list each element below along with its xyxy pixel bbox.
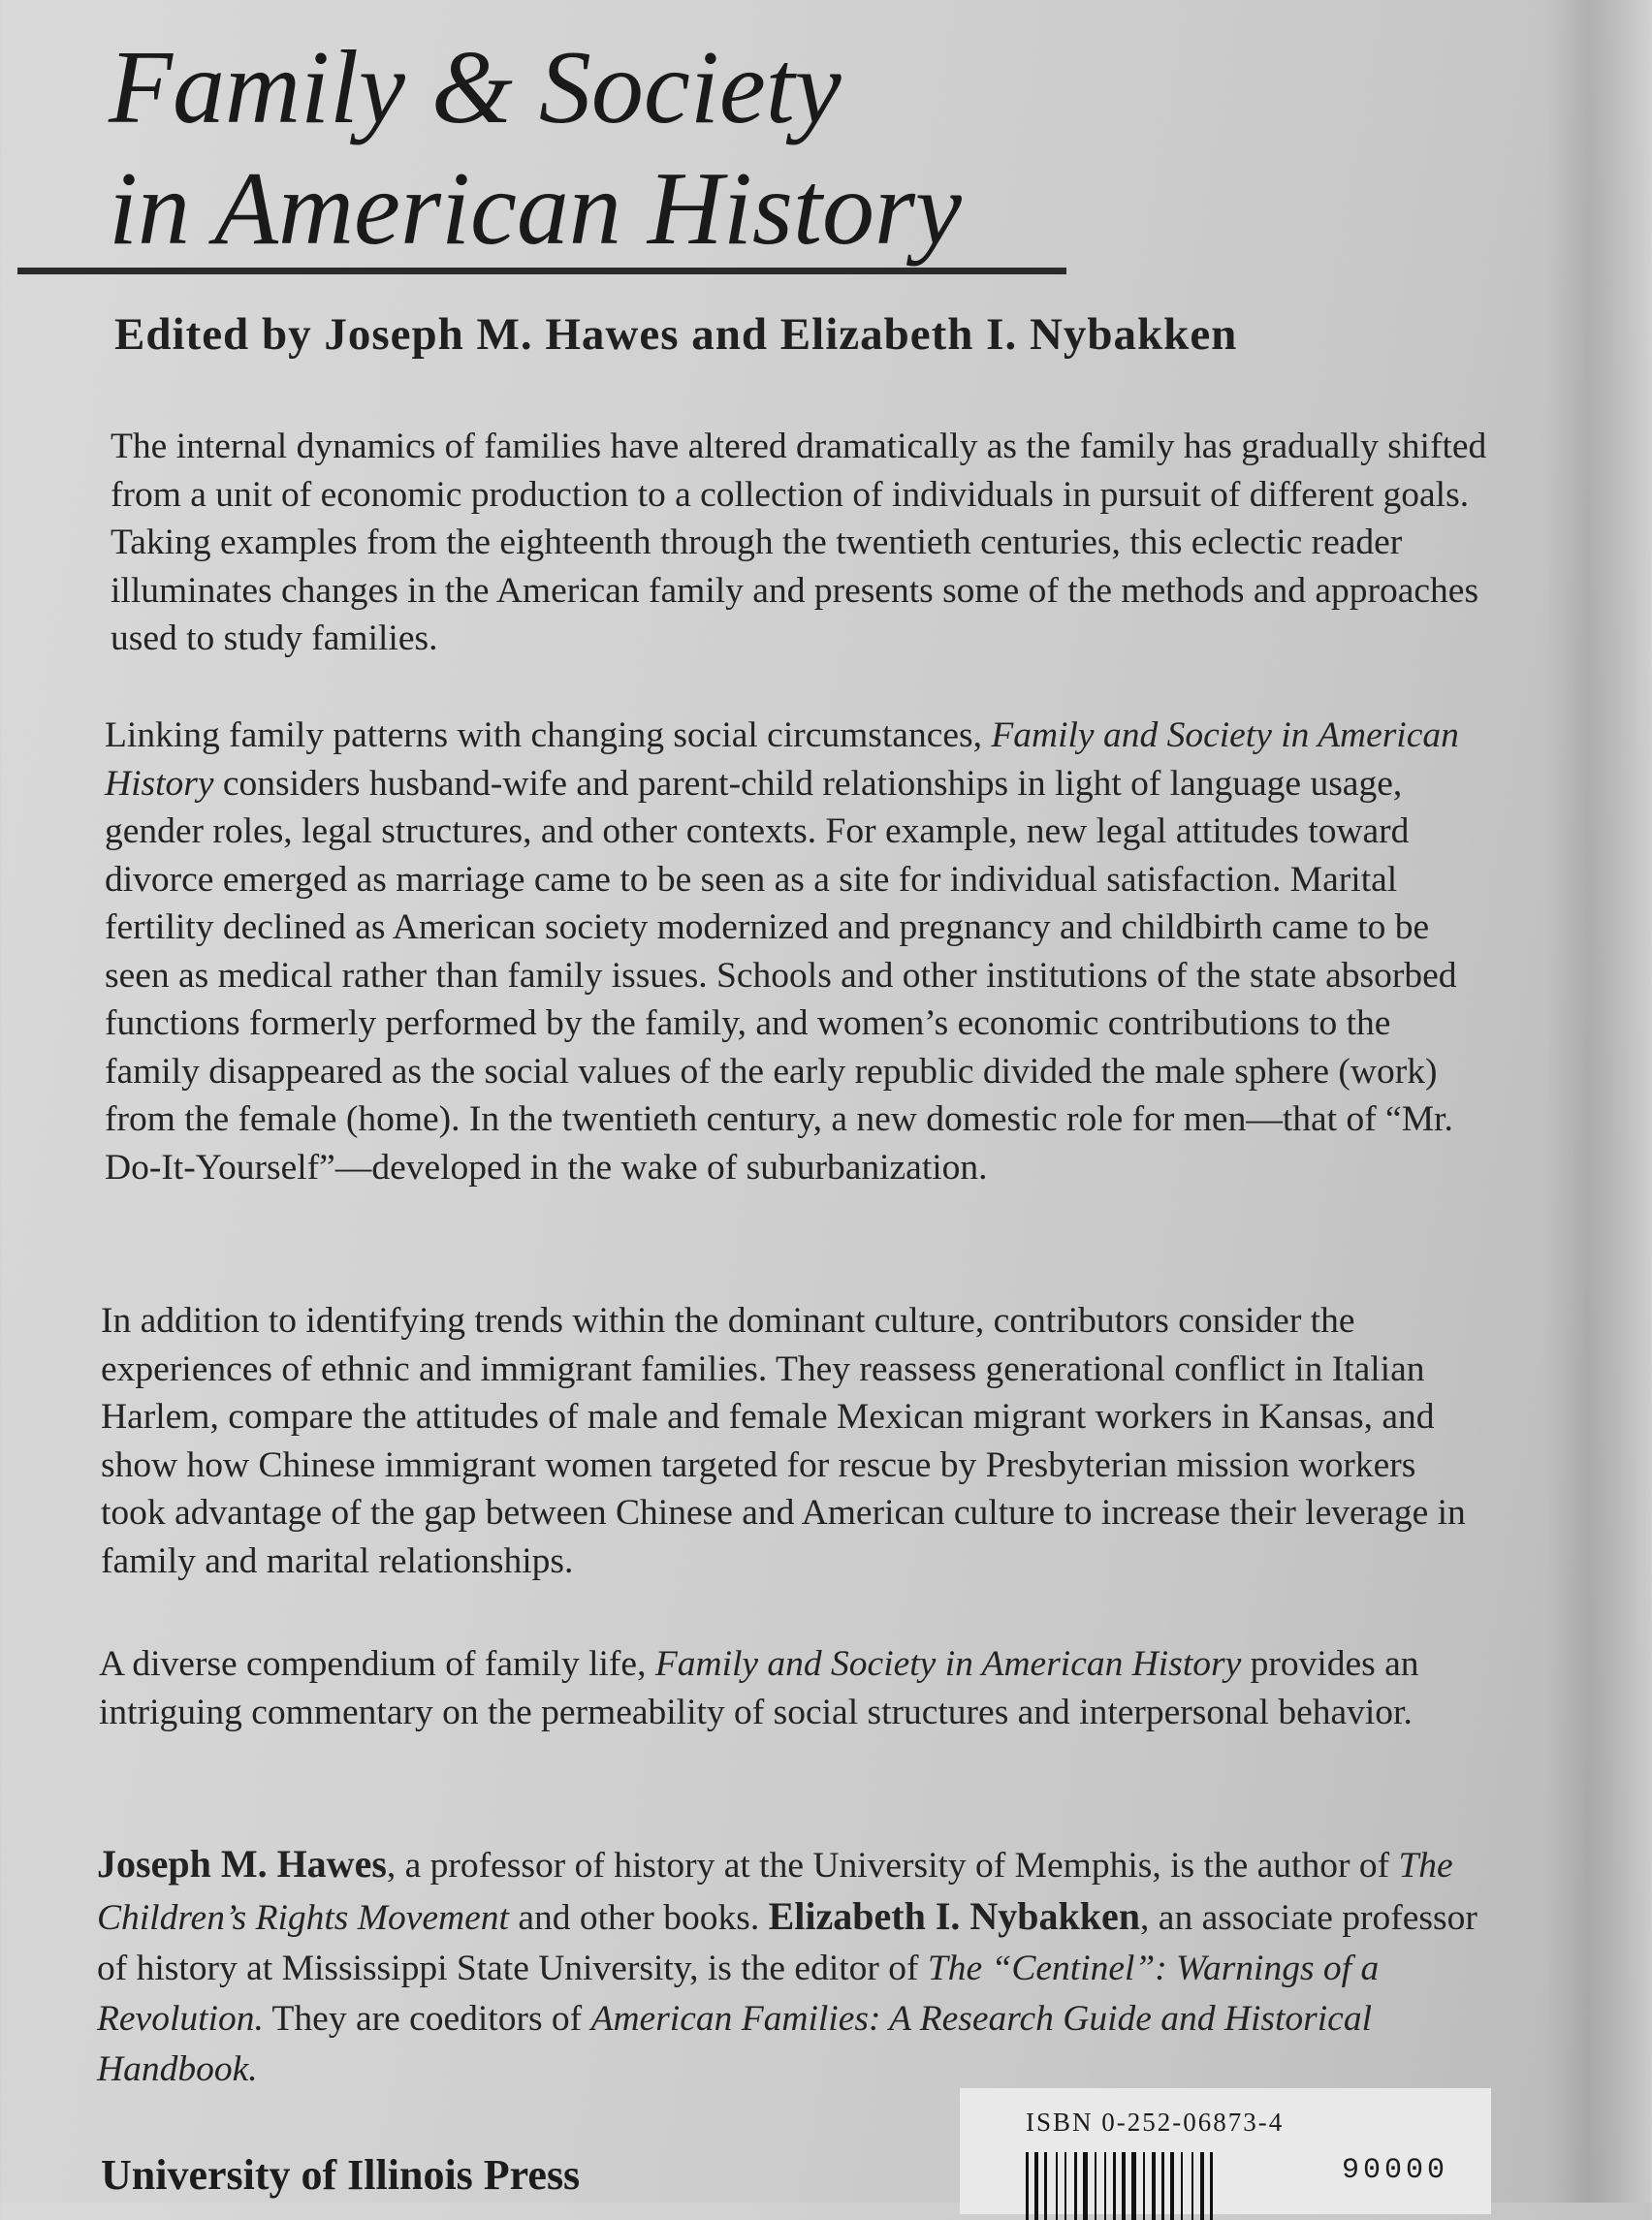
book-title-reference: Family and Society in American History xyxy=(654,1644,1242,1684)
description-paragraph-1: The internal dynamics of families have altered dramatically as the family has gradually shifted from a unit of economic production to a collection of individuals in pursuit of different goals. Taking examples from the eighteenth through the twentieth centuries, this eclectic reader illuminates changes in the American family and presents some of the methods and approaches used to study families. xyxy=(111,427,1487,658)
price-code: 90000 xyxy=(1342,2154,1449,2187)
description-paragraph-3: In addition to identifying trends within the dominant culture, contributors consider the experiences of ethnic and immigrant families. They reassess generational conflict in Italian Harlem, compare the attitudes of male and female Mexican migrant workers in Kansas, and show how Chinese immigrant women targeted for rescue by Presbyterian mission workers took advantage of the gap between Chinese and American culture to increase their leverage in family and marital relationships. xyxy=(101,1301,1466,1581)
editors-line: Edited by Joseph M. Hawes and Elizabeth I. Nybakken xyxy=(114,309,1238,360)
paragraph-4-text-a: A diverse compendium of family life, xyxy=(99,1644,655,1684)
paragraph-2-text-b: considers husband-wife and parent-child relationships in light of language usage, gender roles, legal structures, and other contexts. For example, new legal attitudes toward divorce emerged as marriage came to be seen as a site for individual satisfaction. Marital fertility declined as American society modernized and pregnancy and childbirth came to be seen as medical rather than family issues. Schools and other institutions of the state absorbed functions formerly performed by the family, and women’s economic contributions to the family disappeared as the social values of the early republic divided the male sphere (work) from the female (home). In the twentieth century, a new domestic role for men—that of “Mr. Do-It-Yourself”—developed in the wake of suburbanization. xyxy=(105,763,1457,1188)
bio-text: , a professor of history at the University of Memphis, is the author of xyxy=(386,1846,1399,1886)
editor-name-nybakken: Elizabeth I. Nybakken xyxy=(768,1894,1141,1938)
barcode-panel xyxy=(960,2088,1491,2214)
barcode-icon xyxy=(1026,2152,1317,2220)
paragraph-4-text-b: provides an intriguing commentary on the permeability of social structures and interpersonal behavior. xyxy=(99,1644,1419,1732)
spine-shadow xyxy=(1545,0,1652,2203)
title-rule xyxy=(17,268,1066,274)
bio-text: They are coeditors of xyxy=(263,1999,591,2039)
isbn-number: ISBN 0-252-06873-4 xyxy=(1026,2108,1285,2137)
title-line-2: in American History xyxy=(109,151,962,267)
editor-bios xyxy=(97,1839,1483,2095)
description-paragraph-2 xyxy=(105,712,1491,1191)
editor-name-hawes: Joseph M. Hawes xyxy=(97,1842,387,1886)
bio-text: , an associate professor of history at Mississippi State University, is the editor of xyxy=(97,1898,1477,1988)
description-paragraph-4 xyxy=(99,1640,1485,1736)
publisher-name: University of Illinois Press xyxy=(101,2151,581,2199)
paragraph-2-text-a: Linking family patterns with changing social circumstances, xyxy=(105,715,992,755)
book-reference: The Children’s Rights Movement xyxy=(97,1846,1453,1938)
book-title xyxy=(109,27,962,270)
bio-text: and other books. xyxy=(508,1898,769,1938)
book-title-reference: Family and Society in American History xyxy=(105,715,1459,804)
book-reference: American Families: A Research Guide and Historical Handbook. xyxy=(97,1999,1372,2089)
title-line-1: Family & Society xyxy=(109,30,842,145)
book-reference: The “Centinel”: Warnings of a Revolution. xyxy=(97,1949,1380,2039)
